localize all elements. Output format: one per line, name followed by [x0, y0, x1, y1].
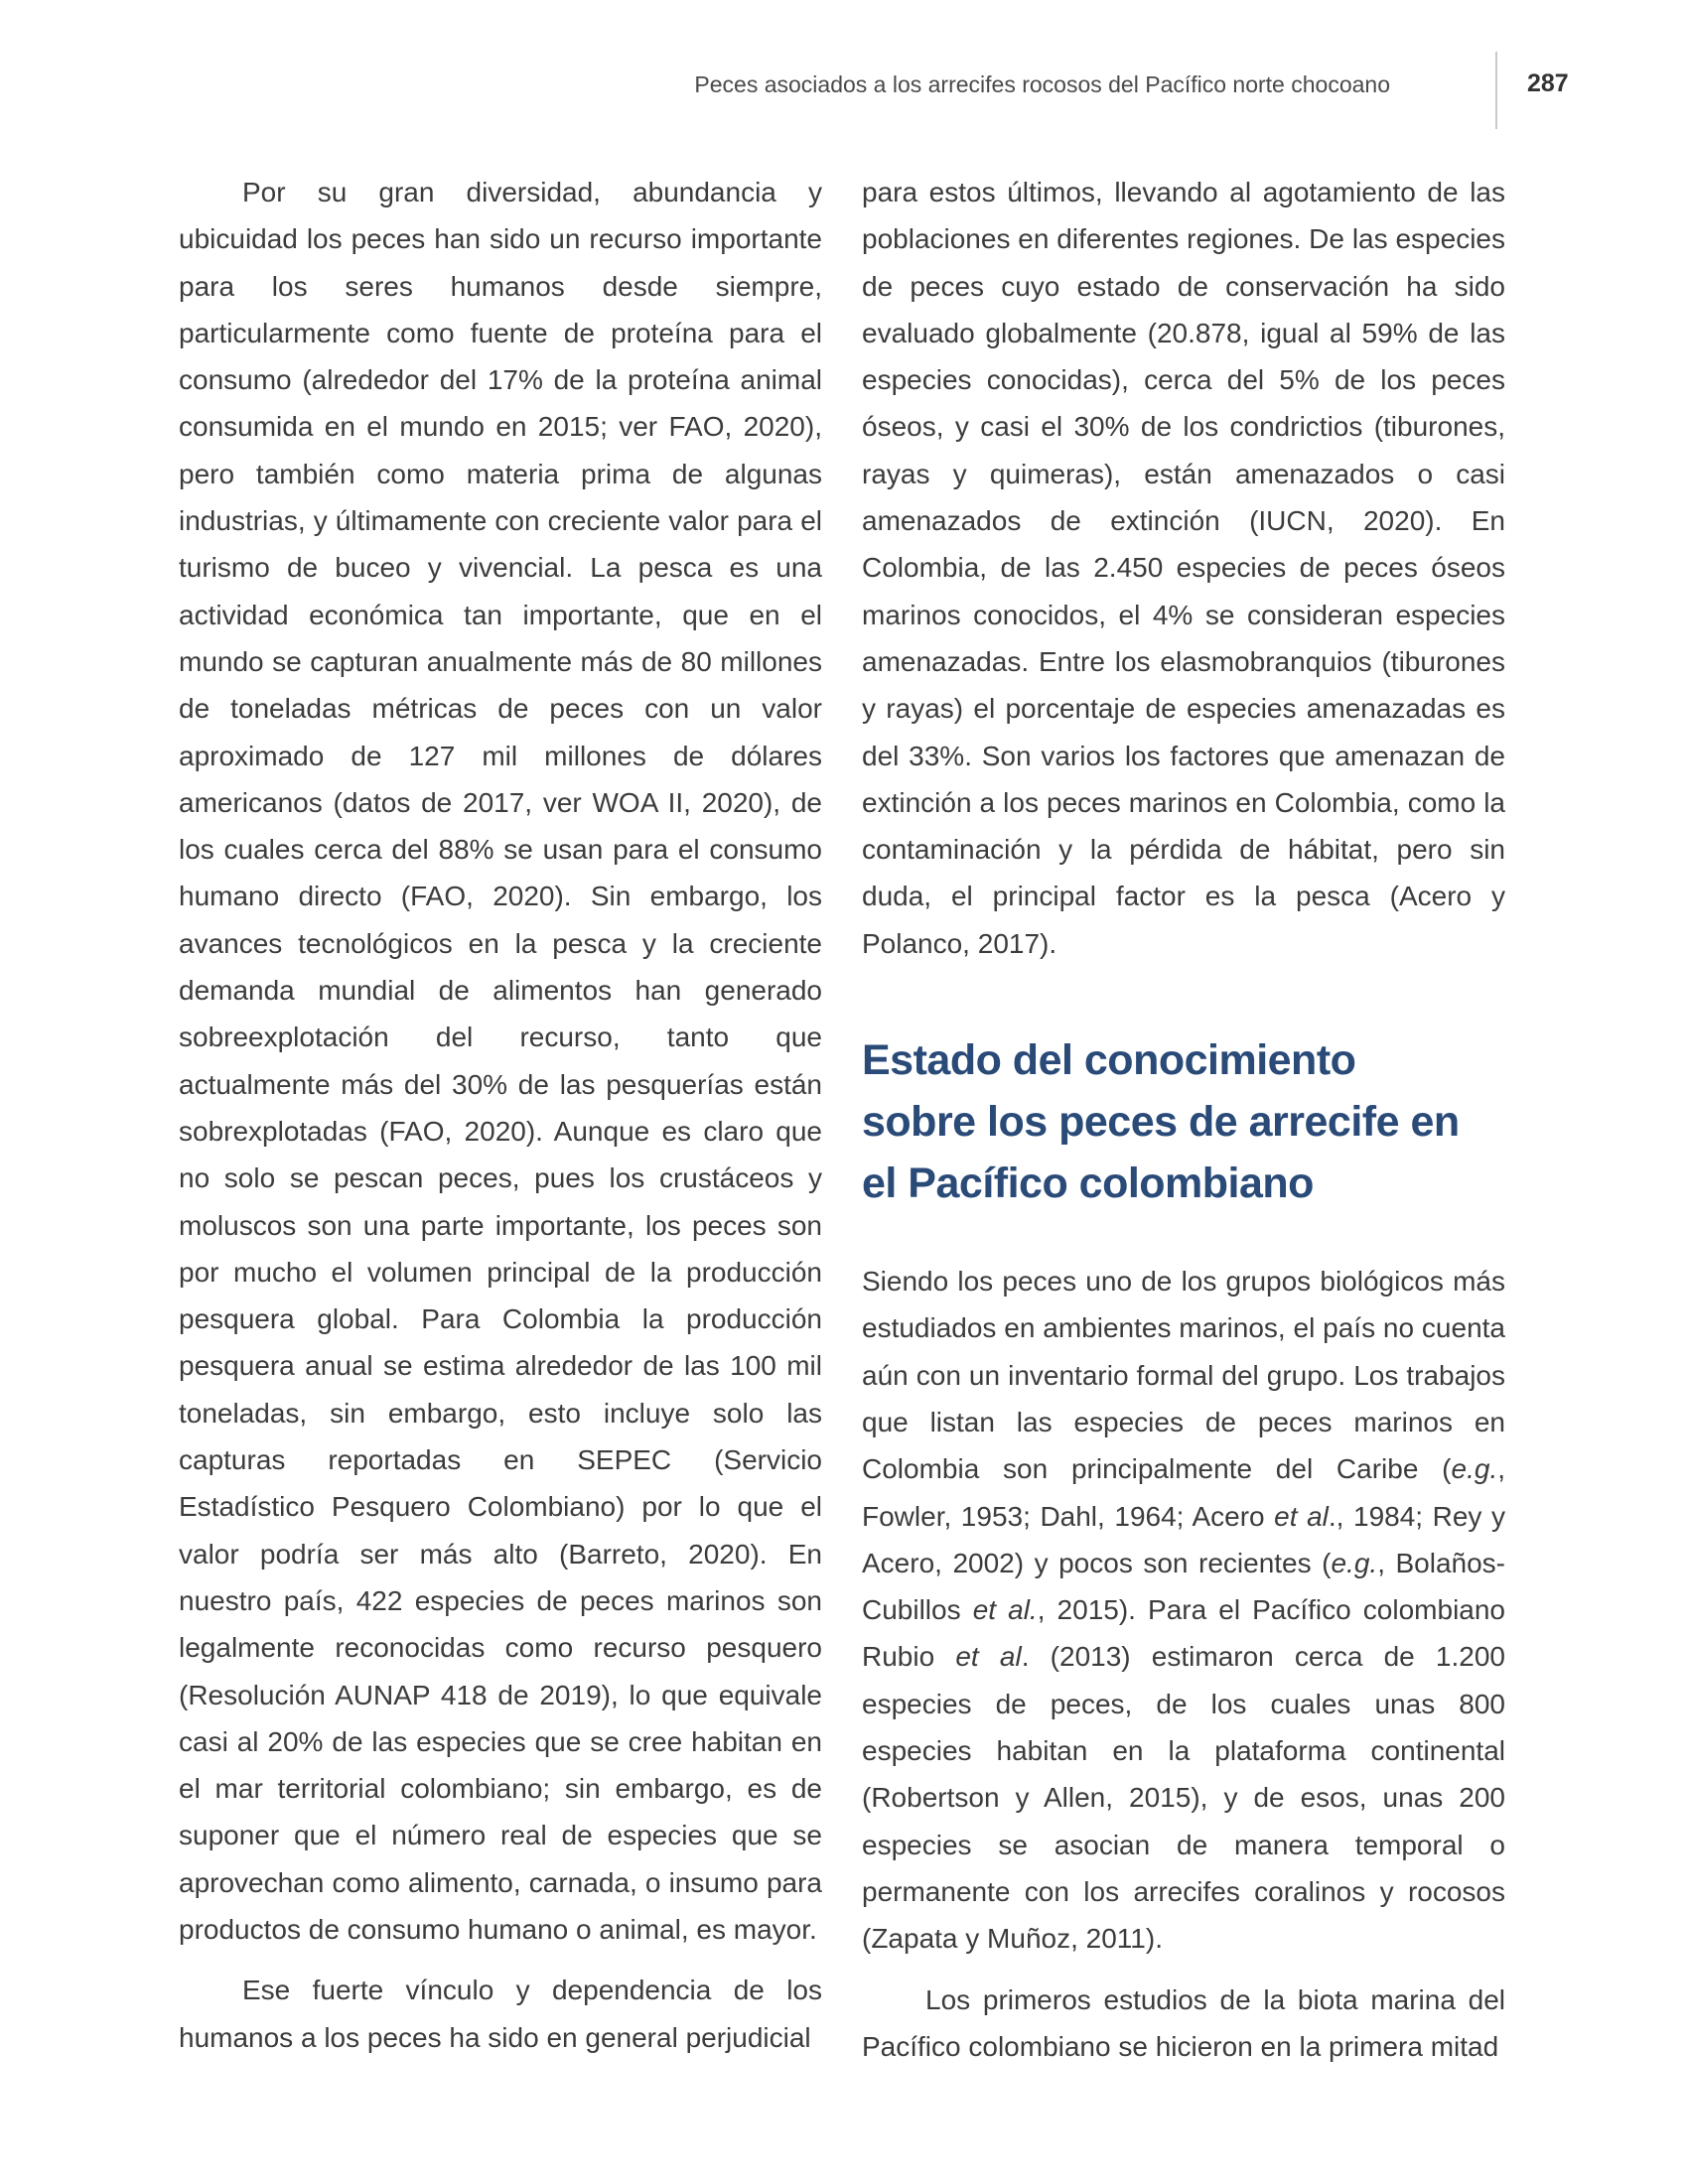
body-paragraph-1: Por su gran diversidad, abundancia y ubicuidad los peces han sido un recurso importante para los seres humanos desde siempre, particularmente como fuente de proteína para el consumo (alrededor del 17% de la proteína animal consumida en el mundo en 2015; ver FAO, 2020), pero también como materia prima de algunas industrias, y últimamente con creciente valor para el turismo de buceo y vivencial. La pesca es una actividad económica tan importante, que en el mundo se capturan anualmente más de 80 millones de toneladas métricas de peces con un valor aproximado de 127 mil millones de dólares americanos (datos de 2017, ver WOA II, 2020), de los cuales cerca del 88% se usan para el consumo humano directo (FAO, 2020). Sin embargo, los avances tecnológicos en la pesca y la creciente demanda mundial de alimentos han generado sobreexplotación del recurso, tanto que actualmente más del 30% de las pesquerías están sobrexplotadas (FAO, 2020). Aunque es claro que no solo se pescan peces, pues los crustáceos y moluscos son una parte importante, los peces son por mucho el volumen principal de la producción pesquera global. Para Colombia la producción pesquera anual se estima alrededor de las 100 mil toneladas, sin embargo, esto incluye solo las capturas reportadas en SEPEC (Servicio Estadístico Pesquero Colombiano) por lo que el valor podría ser más alto (Barreto, 2020). En nuestro país, 422 especies de peces marinos son legalmente reconocidas como recurso pesquero (Resolución AUNAP 418 de 2019), lo que equivale casi al 20% de las especies que se cree habitan en el mar territorial colombiano; sin embargo, es de suponer que el número real de especies que se aprovechan como alimento, carnada, o insumo para productos de consumo humano o animal, es mayor.	[179, 177, 822, 1945]
running-header: Peces asociados a los arrecifes rocosos del Pacífico norte chocoano	[694, 71, 1390, 97]
text-run: ., 1984; Rey y Acero, 2002) y pocos son recientes (	[862, 1500, 1505, 1578]
abbreviation-et-al: et al	[955, 1641, 1022, 1673]
abbreviation-et-al: et al	[1274, 1500, 1329, 1532]
right-column	[862, 169, 1505, 2070]
section-heading-line-2: sobre los peces de arrecife en	[862, 1098, 1460, 1147]
left-column	[179, 169, 822, 2061]
body-paragraph-2-continued: para estos últimos, llevando al agotamiento de las poblaciones en diferentes regiones. De las especies de peces cuyo estado de conservación ha sido evaluado globalmente (20.878, igual al 59% de las especies conocidas), cerca del 5% de los peces óseos, y casi el 30% de los condrictios (tiburones, rayas y quimeras), están amenazados o casi amenazados de extinción (IUCN, 2020). En Colombia, de las 2.450 especies de peces óseos marinos conocidos, el 4% se consideran especies amenazadas. Entre los elasmobranquios (tiburones y rayas) el porcentaje de especies amenazadas es del 33%. Son varios los factores que amenazan de extinción a los peces marinos en Colombia, como la contaminación y la pérdida de hábitat, pero sin duda, el principal factor es la pesca (Acero y Polanco, 2017).	[862, 177, 1505, 959]
section-heading-line-1: Estado del conocimiento	[862, 1036, 1356, 1085]
text-run: , 2015). Para el Pacífico colombiano Rubio	[862, 1594, 1506, 1673]
text-run: , Fowler, 1953; Dahl, 1964; Acero	[862, 1453, 1505, 1532]
abbreviation-et-al: et al.	[972, 1594, 1038, 1626]
body-paragraph-2-start: Ese fuerte vínculo y dependencia de los humanos a los peces ha sido en general perjudicial	[179, 1975, 822, 2053]
text-run: . (2013) estimaron cerca de 1.200 especies de peces, de los cuales unas 800 especies habitan en la plataforma continental (Robertson y Allen, 2015), y de esos, unas 200 especies se asocian de manera temporal o permanente con los arrecifes coralinos y rocosos (Zapata y Muñoz, 2011).	[862, 1641, 1506, 1955]
section-heading	[862, 1029, 1505, 1214]
section-heading-line-3: el Pacífico colombiano	[862, 1160, 1314, 1208]
body-paragraph-4-start: Los primeros estudios de la biota marina del Pacífico colombiano se hicieron en la primera mitad	[862, 1983, 1505, 2062]
abbreviation-eg: e.g.	[1451, 1453, 1498, 1485]
header-divider	[1495, 52, 1497, 129]
text-run: , Bolaños-Cubillos	[862, 1547, 1505, 1626]
page-number: 287	[1527, 69, 1569, 97]
abbreviation-eg: e.g.	[1331, 1547, 1378, 1578]
body-paragraph-3	[862, 1258, 1505, 1962]
text-run: Siendo los peces uno de los grupos biológicos más estudiados en ambientes marinos, el país no cuenta aún con un inventario formal del grupo. Los trabajos que listan las especies de peces marinos en Colombia son principalmente del Caribe (	[862, 1266, 1505, 1485]
